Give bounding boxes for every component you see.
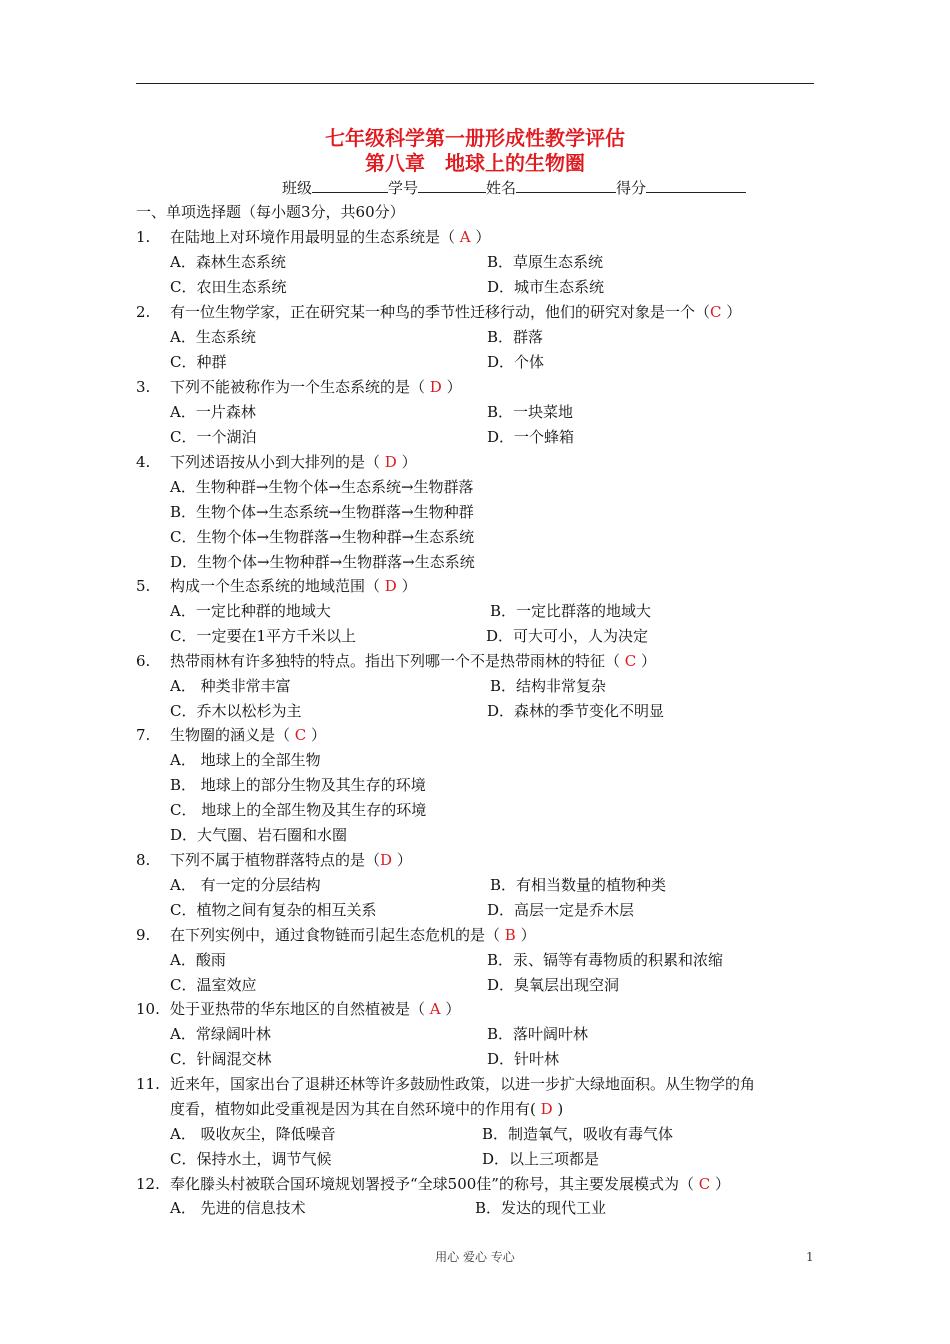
question-text: 处于亚热带的华东地区的自然植被是（ A ） <box>170 1000 461 1018</box>
option-b: B．群落 <box>487 328 544 346</box>
answer-mark: D <box>380 453 402 471</box>
option-b: B．有相当数量的植物种类 <box>490 876 667 894</box>
question-number: 7. <box>136 726 151 744</box>
option-d: D．生物个体→生物种群→生物群落→生态系统 <box>170 553 475 571</box>
question-text: 有一位生物学家，正在研究某一种鸟的季节性迁移行动，他们的研究对象是一个（C ） <box>170 303 742 321</box>
option-b: B．发达的现代工业 <box>475 1199 607 1217</box>
option-a: A． 地球上的全部生物 <box>170 751 321 769</box>
document-title: 七年级科学第一册形成性教学评估 <box>325 126 625 150</box>
option-c: C．植物之间有复杂的相互关系 <box>170 901 377 919</box>
option-c: C．保持水土，调节气候 <box>170 1150 332 1168</box>
student-info-line <box>282 177 746 198</box>
question-text: 下列不能被称作为一个生态系统的是（ D ） <box>170 378 462 396</box>
option-d: D．森林的季节变化不明显 <box>487 702 665 720</box>
question-number: 9. <box>136 926 151 944</box>
option-c: C．种群 <box>170 353 227 371</box>
option-d: D．城市生态系统 <box>487 278 605 296</box>
question-number: 1. <box>136 228 151 246</box>
question-text: 下列不属于植物群落特点的是（D ） <box>170 851 412 869</box>
answer-mark: D <box>425 378 447 396</box>
option-d: D．以上三项都是 <box>482 1150 600 1168</box>
option-b: B．一定比群落的地域大 <box>490 602 652 620</box>
option-d: D．一个蜂箱 <box>487 428 575 446</box>
option-a: A．常绿阔叶林 <box>170 1025 271 1043</box>
question-text: 生物圈的涵义是（ C ） <box>170 726 327 744</box>
question-text: 近来年，国家出台了退耕还林等许多鼓励性政策，以进一步扩大绿地面积。从生物学的角 <box>170 1075 756 1093</box>
option-c: C．一定要在1平方千米以上 <box>170 627 357 645</box>
question-number: 10. <box>136 1000 160 1018</box>
option-a: A． 种类非常丰富 <box>170 677 291 695</box>
answer-mark: C <box>290 726 312 744</box>
class-label: 班级 <box>282 179 313 197</box>
option-d: D．大气圈、岩石圈和水圈 <box>170 826 348 844</box>
student-id-blank <box>418 177 486 193</box>
option-d: D．可大可小，人为决定 <box>486 627 649 645</box>
option-a: A． 先进的信息技术 <box>170 1199 306 1217</box>
student-id-label: 学号 <box>388 179 419 197</box>
page-number: 1 <box>806 1250 814 1264</box>
answer-mark: A <box>425 1000 446 1018</box>
option-c: C．乔木以松杉为主 <box>170 702 302 720</box>
answer-mark: D <box>535 1100 558 1118</box>
option-b: B．落叶阔叶林 <box>487 1025 589 1043</box>
option-b: B． 地球上的部分生物及其生存的环境 <box>170 776 426 794</box>
option-d: D．臭氧层出现空洞 <box>487 976 620 994</box>
option-c: C．生物个体→生物群落→生物种群→生态系统 <box>170 528 475 546</box>
option-b: B．汞、镉等有毒物质的积累和浓缩 <box>487 951 724 969</box>
option-c: C．农田生态系统 <box>170 278 287 296</box>
page-footer: 用心 爱心 专心 <box>435 1250 515 1264</box>
answer-mark: B <box>500 926 521 944</box>
question-text: 热带雨林有许多独特的特点。指出下列哪一个不是热带雨林的特征（ C ） <box>170 652 657 670</box>
option-a: A． 有一定的分层结构 <box>170 876 321 894</box>
answer-mark: C <box>620 652 642 670</box>
chapter-title: 第八章 地球上的生物圈 <box>365 151 585 175</box>
answer-mark: D <box>380 851 393 869</box>
option-c: C．针阔混交林 <box>170 1050 272 1068</box>
score-blank <box>646 177 746 193</box>
option-a: A．酸雨 <box>170 951 226 969</box>
question-number: 4. <box>136 453 151 471</box>
option-d: D．高层一定是乔木层 <box>487 901 635 919</box>
question-text: 奉化滕头村被联合国环境规划署授予“全球500佳”的称号，其主要发展模式为（ C ） <box>170 1175 731 1193</box>
option-c: C． 地球上的全部生物及其生存的环境 <box>170 801 427 819</box>
option-a: A．一片森林 <box>170 403 256 421</box>
question-number: 5. <box>136 577 151 595</box>
question-text: 在下列实例中，通过食物链而引起生态危机的是（ B ） <box>170 926 536 944</box>
option-d: D．针叶林 <box>487 1050 560 1068</box>
class-blank <box>312 177 388 193</box>
question-number: 11. <box>136 1075 160 1093</box>
question-text: 下列述语按从小到大排列的是（ D ） <box>170 453 417 471</box>
option-a: A．一定比种群的地域大 <box>170 602 331 620</box>
option-b: B．制造氧气，吸收有毒气体 <box>482 1125 674 1143</box>
option-b: B．结构非常复杂 <box>490 677 607 695</box>
question-number: 8. <box>136 851 151 869</box>
answer-mark: A <box>455 228 476 246</box>
question-number: 12. <box>136 1175 160 1193</box>
name-label: 姓名 <box>486 179 517 197</box>
option-b: B．生物个体→生态系统→生物群落→生物种群 <box>170 503 474 521</box>
option-c: C．一个湖泊 <box>170 428 257 446</box>
answer-mark: C <box>710 303 722 321</box>
question-text: 度看，植物如此受重视是因为其在自然环境中的作用有( D ) <box>170 1100 564 1118</box>
question-text: 在陆地上对环境作用最明显的生态系统是（ A ） <box>170 228 491 246</box>
answer-mark: D <box>380 577 402 595</box>
question-number: 6. <box>136 652 151 670</box>
question-text: 构成一个生态系统的地域范围（ D ） <box>170 577 417 595</box>
question-number: 2. <box>136 303 151 321</box>
option-c: C．温室效应 <box>170 976 257 994</box>
option-a: A． 吸收灰尘，降低噪音 <box>170 1125 336 1143</box>
option-a: A．生态系统 <box>170 328 256 346</box>
option-b: B．一块菜地 <box>487 403 574 421</box>
score-label: 得分 <box>616 179 647 197</box>
name-blank <box>516 177 616 193</box>
option-d: D．个体 <box>487 353 545 371</box>
option-b: B．草原生态系统 <box>487 253 604 271</box>
header-rule <box>136 83 814 84</box>
answer-mark: C <box>693 1175 715 1193</box>
option-a: A．森林生态系统 <box>170 253 286 271</box>
option-a: A．生物种群→生物个体→生态系统→生物群落 <box>170 478 474 496</box>
question-number: 3. <box>136 378 151 396</box>
section-heading: 一、单项选择题（每小题3分，共60分） <box>136 203 405 221</box>
